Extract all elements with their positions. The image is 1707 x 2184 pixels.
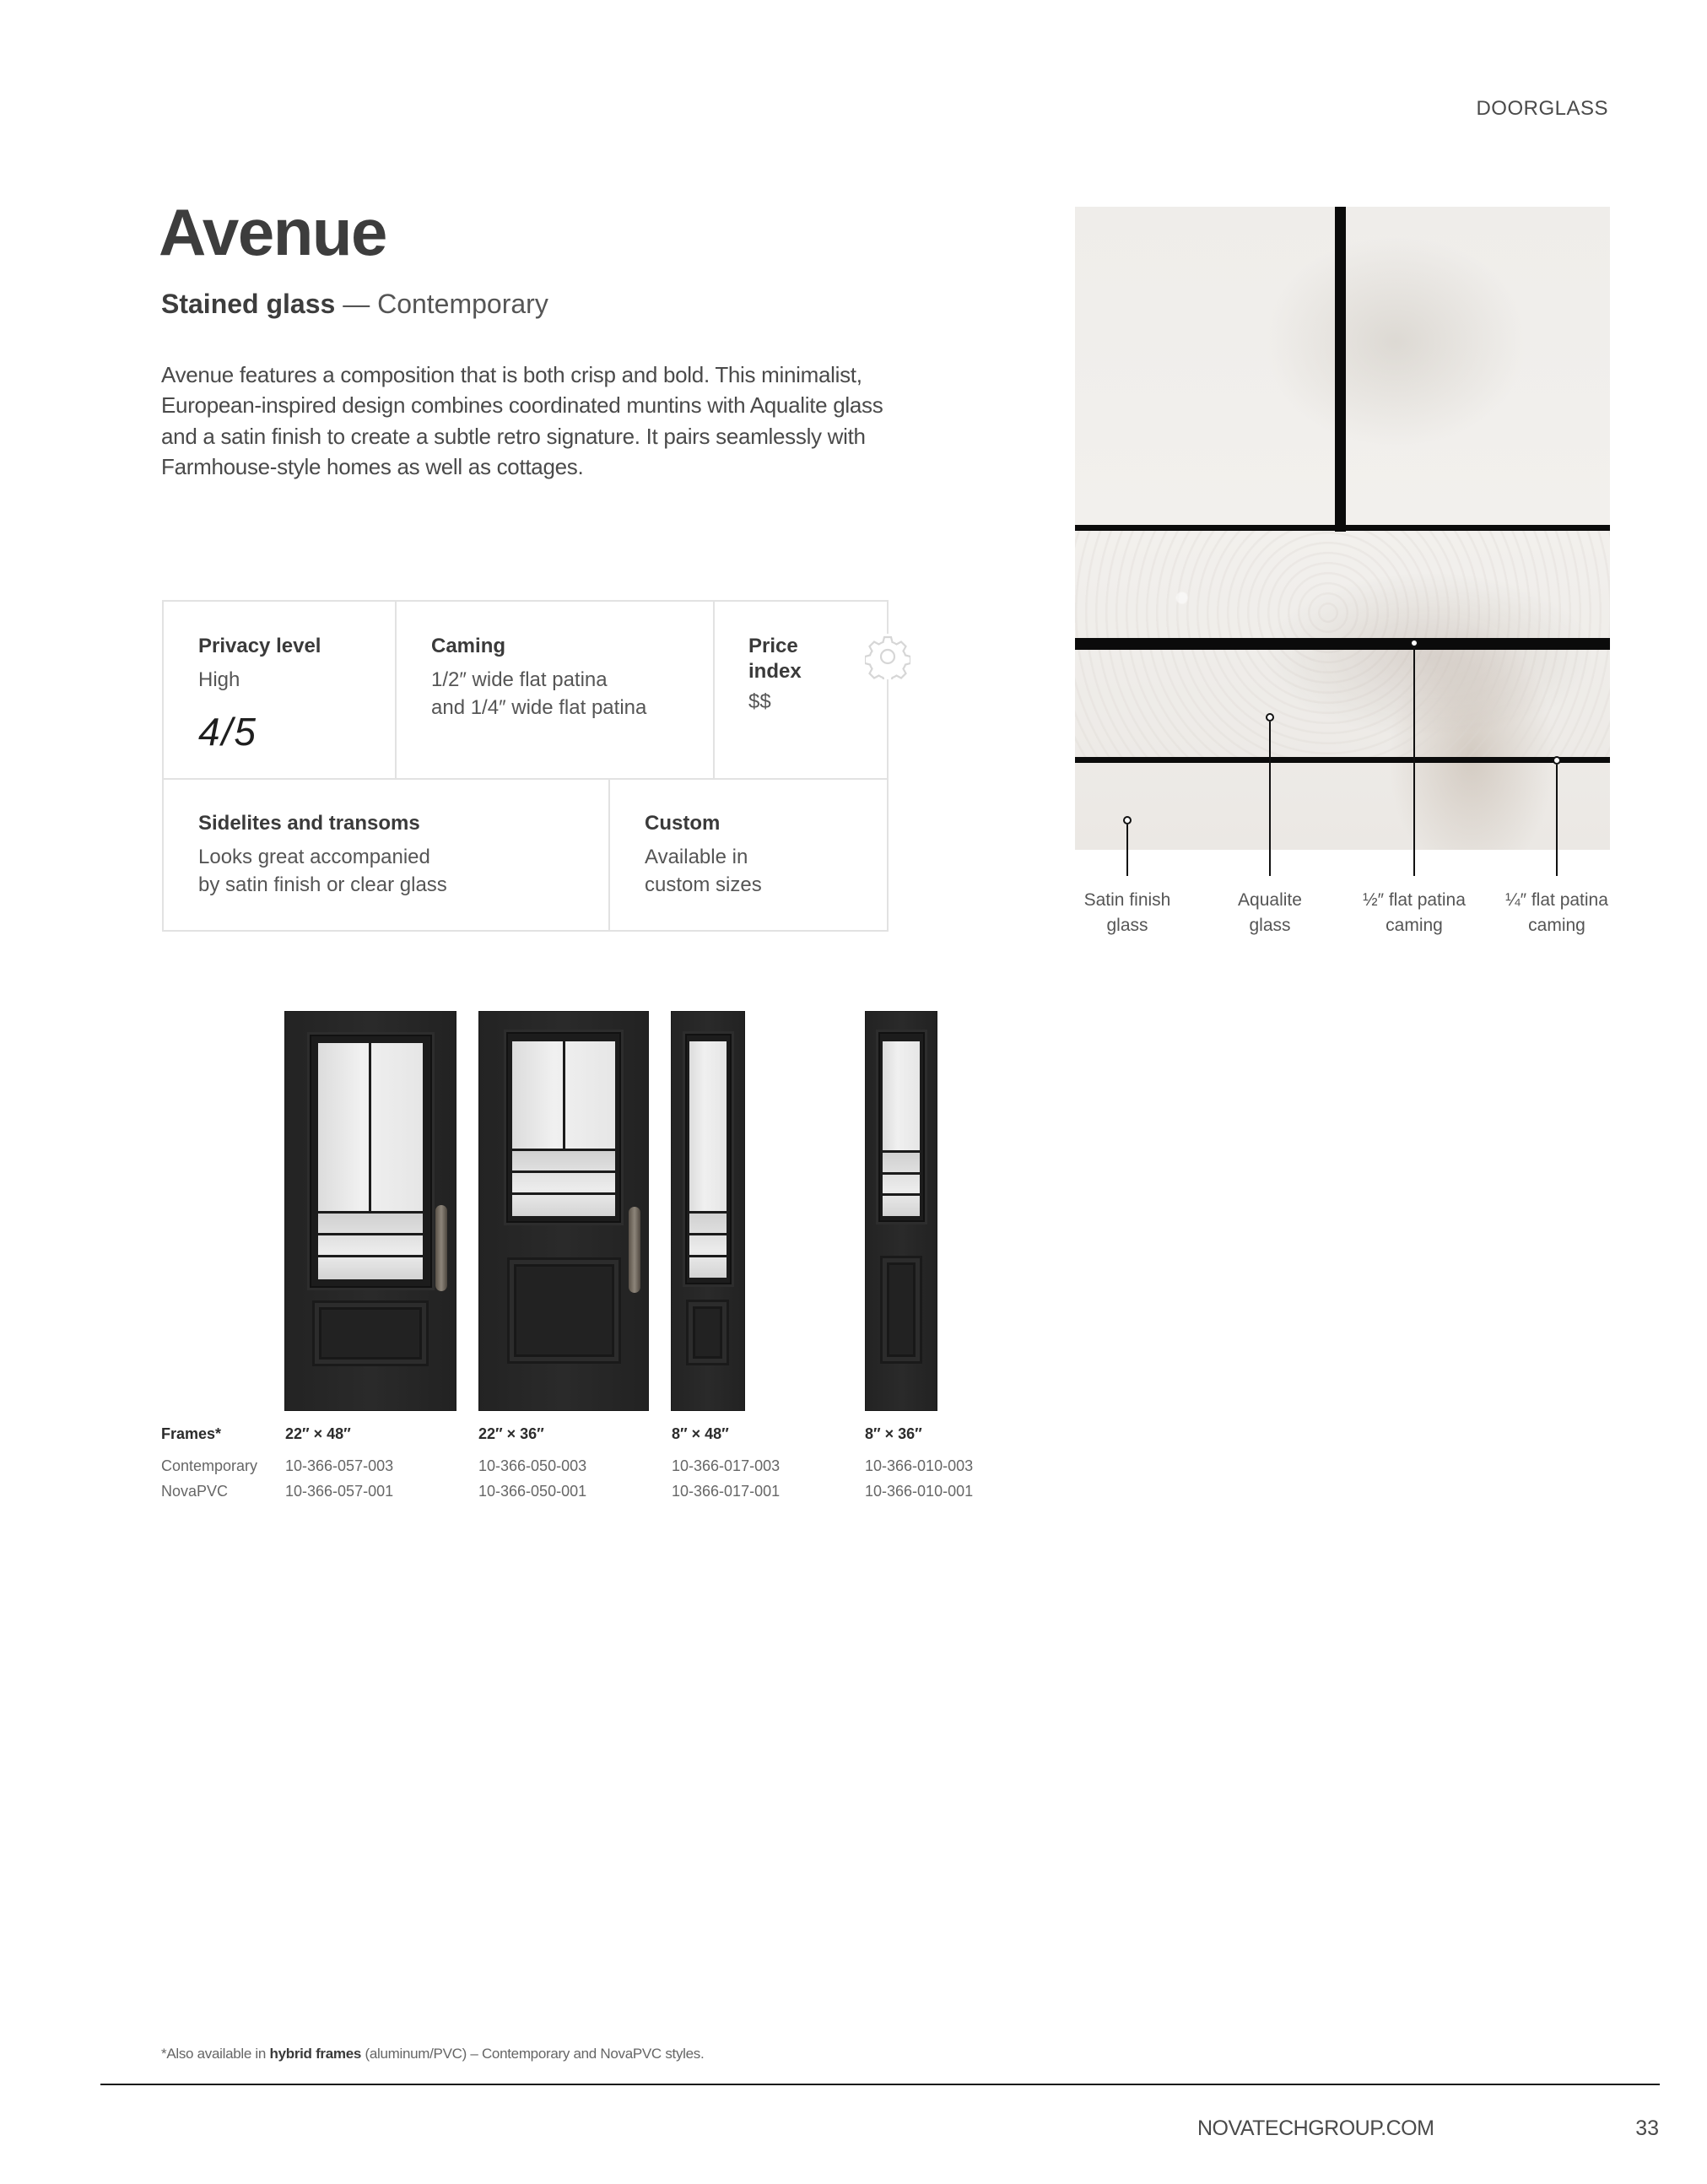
horizontal-caming-quarter-inch xyxy=(1075,757,1610,763)
section-label: DOORGLASS xyxy=(1476,97,1608,120)
door-glass xyxy=(318,1043,423,1279)
door-22x36 xyxy=(478,1011,649,1411)
muntin xyxy=(689,1211,727,1214)
door-22x48 xyxy=(284,1011,456,1411)
callout-text: ¼″ flat patina xyxy=(1505,890,1608,910)
horizontal-caming-half-inch xyxy=(1075,638,1610,650)
aqualite-band xyxy=(883,1151,920,1216)
divider xyxy=(164,778,887,780)
sidelite-glass xyxy=(883,1041,920,1216)
door-handle xyxy=(629,1207,640,1293)
spec-price xyxy=(748,634,802,716)
callout-dot xyxy=(1410,639,1418,647)
callout-text: Aqualite xyxy=(1238,890,1302,910)
product-code: 10-366-057-003 xyxy=(285,1457,394,1474)
callout-text: glass xyxy=(1106,916,1148,935)
footnote-bold: hybrid frames xyxy=(269,2046,362,2062)
callout-leader xyxy=(1269,722,1271,876)
spec-value: High xyxy=(198,668,240,691)
product-code: 10-366-050-003 xyxy=(478,1457,587,1474)
callout-quarter-inch-caming xyxy=(1472,888,1641,938)
callout-dot xyxy=(1123,816,1132,824)
muntin xyxy=(512,1170,615,1173)
muntin xyxy=(689,1255,727,1257)
page-title: Avenue xyxy=(159,195,386,269)
door-glass xyxy=(512,1041,615,1216)
divider xyxy=(608,778,610,932)
callout-text: glass xyxy=(1249,916,1291,935)
product-code: 10-366-057-001 xyxy=(285,1483,394,1500)
aqualite-band xyxy=(512,1149,615,1216)
muntin xyxy=(689,1233,727,1235)
callout-leader xyxy=(1126,824,1128,876)
spec-value: and 1/4″ wide flat patina xyxy=(431,696,647,719)
product-subtitle xyxy=(161,287,548,321)
raised-panel xyxy=(686,1300,729,1365)
muntin xyxy=(318,1255,423,1257)
divider xyxy=(713,602,715,778)
spec-table xyxy=(162,600,889,932)
muntin xyxy=(369,1043,371,1212)
raised-panel xyxy=(507,1257,621,1364)
aqualite-band xyxy=(318,1212,423,1279)
glass-closeup-photo xyxy=(1075,207,1610,850)
callout-text: Satin finish xyxy=(1083,890,1171,910)
spec-custom xyxy=(645,811,762,899)
spec-label: Price xyxy=(748,635,798,657)
product-category: Stained glass xyxy=(161,289,336,319)
callout-leader xyxy=(1413,647,1415,876)
footer-url[interactable]: NOVATECHGROUP.COM xyxy=(1197,2116,1434,2140)
footnote xyxy=(161,2044,704,2064)
frames-header: Frames* xyxy=(161,1425,222,1442)
vertical-caming xyxy=(1335,207,1346,532)
subtitle-separator: — xyxy=(343,289,370,319)
footer-rule xyxy=(100,2084,1660,2085)
privacy-score: 4/5 xyxy=(198,710,257,754)
horizontal-caming xyxy=(1075,525,1610,531)
row-label-novapvc: NovaPVC xyxy=(161,1483,229,1500)
callout-leader xyxy=(1556,765,1558,876)
frame-size: 8″ × 48″ xyxy=(672,1425,729,1442)
callout-text: caming xyxy=(1528,916,1585,935)
spec-label: Caming xyxy=(431,635,506,657)
aqualite-band xyxy=(689,1212,727,1278)
muntin xyxy=(883,1150,920,1153)
callout-aqualite xyxy=(1186,888,1354,938)
product-code: 10-366-010-001 xyxy=(865,1483,974,1500)
spec-label: index xyxy=(748,660,802,683)
frame-size: 8″ × 36″ xyxy=(865,1425,922,1442)
spec-value: 1/2″ wide flat patina xyxy=(431,668,608,691)
spec-value: Looks great accompanied xyxy=(198,846,430,868)
footnote-text: (aluminum/PVC) – Contemporary and NovaPVC styles. xyxy=(361,2046,705,2062)
callout-dot xyxy=(1266,713,1274,722)
spec-privacy xyxy=(198,634,321,754)
divider xyxy=(395,602,397,778)
row-label-contemporary: Contemporary xyxy=(161,1457,258,1474)
page-number: 33 xyxy=(1635,2116,1659,2140)
sidelite-8x48 xyxy=(671,1011,745,1411)
spec-value: custom sizes xyxy=(645,873,762,896)
sidelite-8x36 xyxy=(865,1011,937,1411)
frame-size: 22″ × 48″ xyxy=(285,1425,351,1442)
footnote-text: *Also available in xyxy=(161,2046,270,2062)
door-handle xyxy=(435,1205,447,1291)
sidelite-glass xyxy=(689,1041,727,1278)
muntin xyxy=(318,1211,423,1214)
spec-label: Custom xyxy=(645,812,721,835)
spec-value: Available in xyxy=(645,846,748,868)
product-code: 10-366-050-001 xyxy=(478,1483,587,1500)
product-code: 10-366-010-003 xyxy=(865,1457,974,1474)
muntin xyxy=(563,1041,565,1149)
callout-dot xyxy=(1553,756,1561,765)
muntin xyxy=(883,1193,920,1196)
muntin xyxy=(512,1149,615,1151)
spec-caming xyxy=(431,634,646,722)
callout-text: caming xyxy=(1386,916,1443,935)
muntin xyxy=(883,1172,920,1175)
product-code: 10-366-017-001 xyxy=(672,1483,781,1500)
product-style: Contemporary xyxy=(377,289,548,319)
product-code: 10-366-017-003 xyxy=(672,1457,781,1474)
muntin xyxy=(318,1233,423,1235)
spec-label: Sidelites and transoms xyxy=(198,812,420,835)
muntin xyxy=(512,1192,615,1195)
spec-value: $$ xyxy=(748,690,771,713)
callout-text: ½″ flat patina xyxy=(1363,890,1466,910)
spec-value: by satin finish or clear glass xyxy=(198,873,447,896)
frame-size: 22″ × 36″ xyxy=(478,1425,544,1442)
spec-sidelites xyxy=(198,811,447,899)
raised-panel xyxy=(312,1300,429,1366)
gear-icon xyxy=(865,634,910,679)
spec-label: Privacy level xyxy=(198,635,321,657)
product-description: Avenue features a composition that is both crisp and bold. This minimalist, European-inspired design combines coordinated muntins with Aqualite glass and a satin finish to create a subtle retro signature. It pairs seamlessly with Farmhouse-style homes as well as cottages. xyxy=(161,362,883,479)
raised-panel xyxy=(880,1256,922,1364)
